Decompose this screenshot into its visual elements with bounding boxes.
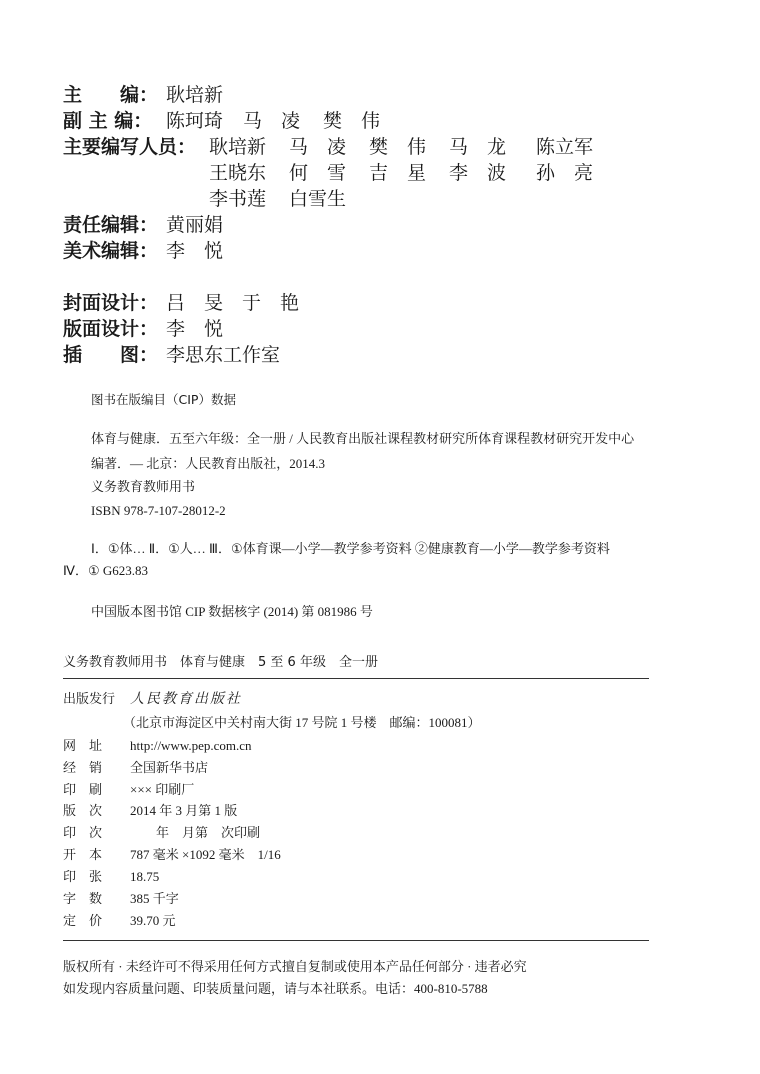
series-title: 义务教育教师用书 体育与健康 5 至 6 年级 全一册 bbox=[63, 655, 378, 670]
cip-title: 图书在版编目（CIP）数据 bbox=[91, 392, 236, 407]
imprint-key: 版 次 bbox=[63, 803, 103, 818]
credit-editor bbox=[63, 82, 663, 108]
cip-isbn: ISBN 978-7-107-28012-2 bbox=[91, 503, 226, 518]
credit-deputy bbox=[63, 108, 663, 134]
imprint-key: 印 刷 bbox=[63, 782, 103, 797]
cip-line: Ⅳ．① G623.83 bbox=[63, 563, 149, 578]
imprint-publisher bbox=[63, 689, 242, 709]
credit-name: 陈立军 bbox=[536, 136, 594, 158]
credit-name: 樊 伟 bbox=[369, 136, 427, 158]
divider bbox=[63, 678, 649, 679]
imprint-row bbox=[63, 758, 208, 778]
divider bbox=[63, 940, 649, 941]
credit-illus bbox=[63, 342, 663, 368]
credit-label: 责任编辑： bbox=[63, 214, 159, 236]
credit-name: 吉 星 bbox=[369, 162, 427, 184]
credit-art-editor bbox=[63, 238, 663, 264]
credit-name: 李书莲 bbox=[209, 188, 267, 210]
imprint-value: 2014 年 3 月第 1 版 bbox=[130, 803, 238, 818]
credit-cover bbox=[63, 290, 663, 316]
credit-name: 马 凌 bbox=[289, 136, 347, 158]
credit-name: 黄丽娟 bbox=[166, 214, 224, 236]
imprint-value: 787 毫米 ×1092 毫米 1/16 bbox=[130, 847, 281, 862]
credit-name: 白雪生 bbox=[289, 188, 347, 210]
imprint-key: 印 张 bbox=[63, 869, 103, 884]
credit-name: 耿培新 bbox=[209, 136, 267, 158]
imprint-value: 全国新华书店 bbox=[130, 760, 209, 775]
imprint-label: 出版发行 bbox=[63, 691, 116, 706]
imprint-row bbox=[63, 736, 252, 756]
imprint-value: 年 月第 次印刷 bbox=[130, 825, 261, 840]
credit-label: 版面设计： bbox=[63, 318, 159, 340]
credit-layout bbox=[63, 316, 663, 342]
credit-name: 马 凌 bbox=[243, 110, 301, 132]
imprint-row bbox=[63, 845, 281, 865]
imprint-value: 39.70 元 bbox=[130, 913, 176, 928]
credit-label: 副 主 编： bbox=[63, 110, 153, 132]
imprint-value: http://www.pep.com.cn bbox=[130, 738, 252, 753]
credit-label: 封面设计： bbox=[63, 292, 159, 314]
publisher-logo: 人民教育出版社 bbox=[130, 691, 242, 707]
imprint-key: 定 价 bbox=[63, 913, 103, 928]
imprint-key: 网 址 bbox=[63, 738, 103, 753]
credit-name: 陈珂琦 bbox=[166, 110, 224, 132]
credit-resp-editor bbox=[63, 212, 663, 238]
imprint-key: 经 销 bbox=[63, 760, 103, 775]
credit-name: 马 龙 bbox=[449, 136, 507, 158]
credit-name: 李 悦 bbox=[166, 318, 224, 340]
cip-line: 义务教育教师用书 bbox=[91, 479, 196, 494]
rights-notice: 版权所有 · 未经许可不得采用任何方式擅自复制或使用本产品任何部分 · 违者必究 bbox=[63, 959, 527, 974]
imprint-row bbox=[63, 867, 159, 887]
cip-line: 中国版本图书馆 CIP 数据核字 (2014) 第 081986 号 bbox=[91, 604, 373, 619]
imprint-address: （北京市海淀区中关村南大街 17 号院 1 号楼 邮编：100081） bbox=[123, 715, 481, 730]
imprint-key: 开 本 bbox=[63, 847, 103, 862]
imprint-row bbox=[63, 823, 260, 843]
credit-name: 樊 伟 bbox=[323, 110, 381, 132]
imprint-value: 385 千字 bbox=[130, 891, 179, 906]
credit-writers bbox=[63, 134, 663, 214]
credit-name: 李 悦 bbox=[166, 240, 224, 262]
credit-label: 主 编： bbox=[63, 84, 159, 106]
cip-line: Ⅰ．①体… Ⅱ．①人… Ⅲ．①体育课—小学—教学参考资料 ②健康教育—小学—教学参考资料 bbox=[91, 541, 610, 556]
imprint-value: 18.75 bbox=[130, 869, 160, 884]
contact-notice: 如发现内容质量问题、印装质量问题，请与本社联系。电话：400-810-5788 bbox=[63, 981, 488, 996]
credit-name: 吕 旻 于 艳 bbox=[166, 292, 300, 314]
credit-label: 美术编辑： bbox=[63, 240, 159, 262]
credit-name: 何 雪 bbox=[289, 162, 347, 184]
credit-label: 主要编写人员： bbox=[63, 136, 197, 158]
credit-name: 耿培新 bbox=[166, 84, 224, 106]
imprint-key: 印 次 bbox=[63, 825, 103, 840]
credit-name: 孙 亮 bbox=[536, 162, 594, 184]
imprint-row bbox=[63, 801, 237, 821]
imprint-row bbox=[63, 889, 179, 909]
credit-name: 王晓东 bbox=[209, 162, 267, 184]
imprint-row bbox=[63, 911, 176, 931]
credit-name: 李思东工作室 bbox=[166, 344, 281, 366]
cip-line: 编著．— 北京：人民教育出版社，2014.3 bbox=[91, 456, 326, 471]
imprint-value: ××× 印刷厂 bbox=[130, 782, 195, 797]
imprint-row bbox=[63, 780, 194, 800]
credit-label: 插 图： bbox=[63, 344, 159, 366]
cip-line: 体育与健康．五至六年级：全一册 / 人民教育出版社课程教材研究所体育课程教材研究开发中心 bbox=[91, 431, 635, 446]
credit-name: 李 波 bbox=[449, 162, 507, 184]
imprint-key: 字 数 bbox=[63, 891, 103, 906]
